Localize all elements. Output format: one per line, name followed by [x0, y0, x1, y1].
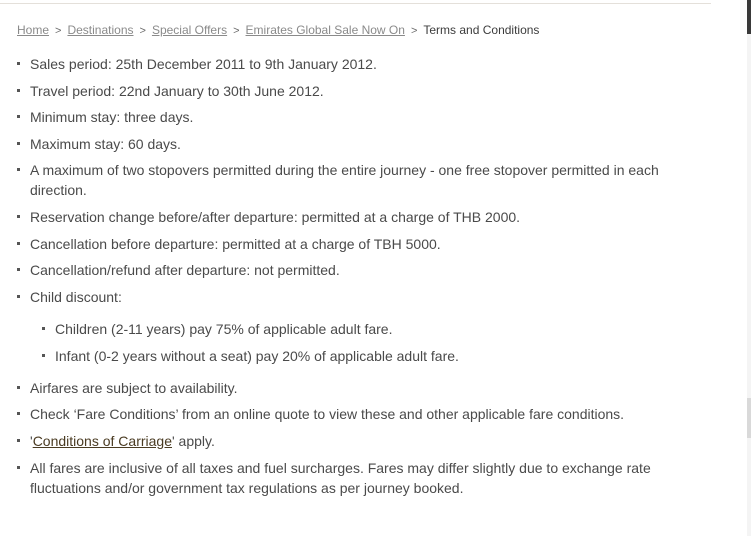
bullet-icon — [17, 89, 20, 92]
term-taxes: All fares are inclusive of all taxes and fuel surcharges. Fares may differ slightly due to exchange rate fluctuations and/or government tax regulations as per journey booked. — [30, 459, 651, 496]
bullet-icon — [42, 327, 45, 330]
bullet-icon — [17, 439, 20, 442]
list-item — [42, 319, 677, 339]
breadcrumb — [17, 22, 539, 39]
list-item — [17, 287, 677, 366]
list-item — [17, 54, 677, 74]
term-carriage-quote: ' — [30, 432, 33, 449]
term-carriage-suffix: ' apply. — [171, 432, 215, 449]
list-item — [17, 134, 677, 154]
breadcrumb-emirates-global-sale[interactable]: Emirates Global Sale Now On — [245, 23, 405, 37]
breadcrumb-separator: > — [410, 25, 418, 37]
term-maximum-stay: Maximum stay: 60 days. — [30, 135, 181, 152]
bullet-icon — [42, 354, 45, 357]
bullet-icon — [17, 466, 20, 469]
term-minimum-stay: Minimum stay: three days. — [30, 109, 194, 126]
list-item — [42, 346, 677, 366]
list-item — [17, 404, 677, 424]
page-scrollbar[interactable] — [747, 0, 751, 536]
breadcrumb-separator: > — [139, 25, 146, 37]
breadcrumb-current: Terms and Conditions — [423, 23, 540, 37]
term-travel-period: Travel period: 22nd January to 30th June 2012. — [30, 82, 324, 99]
breadcrumb-special-offers[interactable]: Special Offers — [151, 23, 228, 37]
scrollbar-top-block — [747, 0, 751, 34]
term-cancellation-before: Cancellation before departure: permitted at a charge of TBH 5000. — [30, 235, 441, 252]
term-availability: Airfares are subject to availability. — [30, 379, 238, 396]
breadcrumb-destinations[interactable]: Destinations — [67, 23, 134, 37]
breadcrumb-separator: > — [55, 25, 62, 37]
term-child-discount: Child discount: — [30, 288, 122, 305]
list-item — [17, 458, 677, 498]
list-item — [17, 260, 677, 280]
bullet-icon — [17, 268, 20, 271]
bullet-icon — [17, 242, 20, 245]
breadcrumb-separator: > — [233, 25, 240, 37]
child-discount-list — [42, 319, 677, 366]
conditions-of-carriage-link[interactable]: Conditions of Carriage — [32, 432, 172, 449]
list-item — [17, 81, 677, 101]
term-fare-conditions: Check ‘Fare Conditions’ from an online quote to view these and other applicable fare conditions. — [30, 406, 625, 423]
bullet-icon — [17, 295, 20, 298]
term-reservation-change: Reservation change before/after departure: permitted at a charge of THB 2000. — [30, 208, 521, 225]
list-item — [17, 431, 677, 451]
scrollbar-thumb[interactable] — [747, 398, 751, 438]
bullet-icon — [17, 215, 20, 218]
child-discount-children: Children (2-11 years) pay 75% of applicable adult fare. — [55, 320, 393, 337]
terms-list — [17, 54, 677, 504]
breadcrumb-home[interactable]: Home — [17, 23, 50, 37]
bullet-icon — [17, 62, 20, 65]
bullet-icon — [17, 168, 20, 171]
list-item — [17, 378, 677, 398]
child-discount-infant: Infant (0-2 years without a seat) pay 20% of applicable adult fare. — [55, 347, 459, 364]
term-cancellation-after: Cancellation/refund after departure: not permitted. — [30, 262, 340, 279]
list-item — [17, 207, 677, 227]
bullet-icon — [17, 412, 20, 415]
list-item — [17, 107, 677, 127]
term-sales-period: Sales period: 25th December 2011 to 9th January 2012. — [30, 56, 377, 72]
bullet-icon — [17, 115, 20, 118]
list-item — [17, 234, 677, 254]
top-divider — [0, 3, 711, 4]
term-stopovers: A maximum of two stopovers permitted during the entire journey - one free stopover permitted in each direction. — [30, 162, 659, 199]
list-item — [17, 160, 677, 200]
bullet-icon — [17, 142, 20, 145]
bullet-icon — [17, 386, 20, 389]
